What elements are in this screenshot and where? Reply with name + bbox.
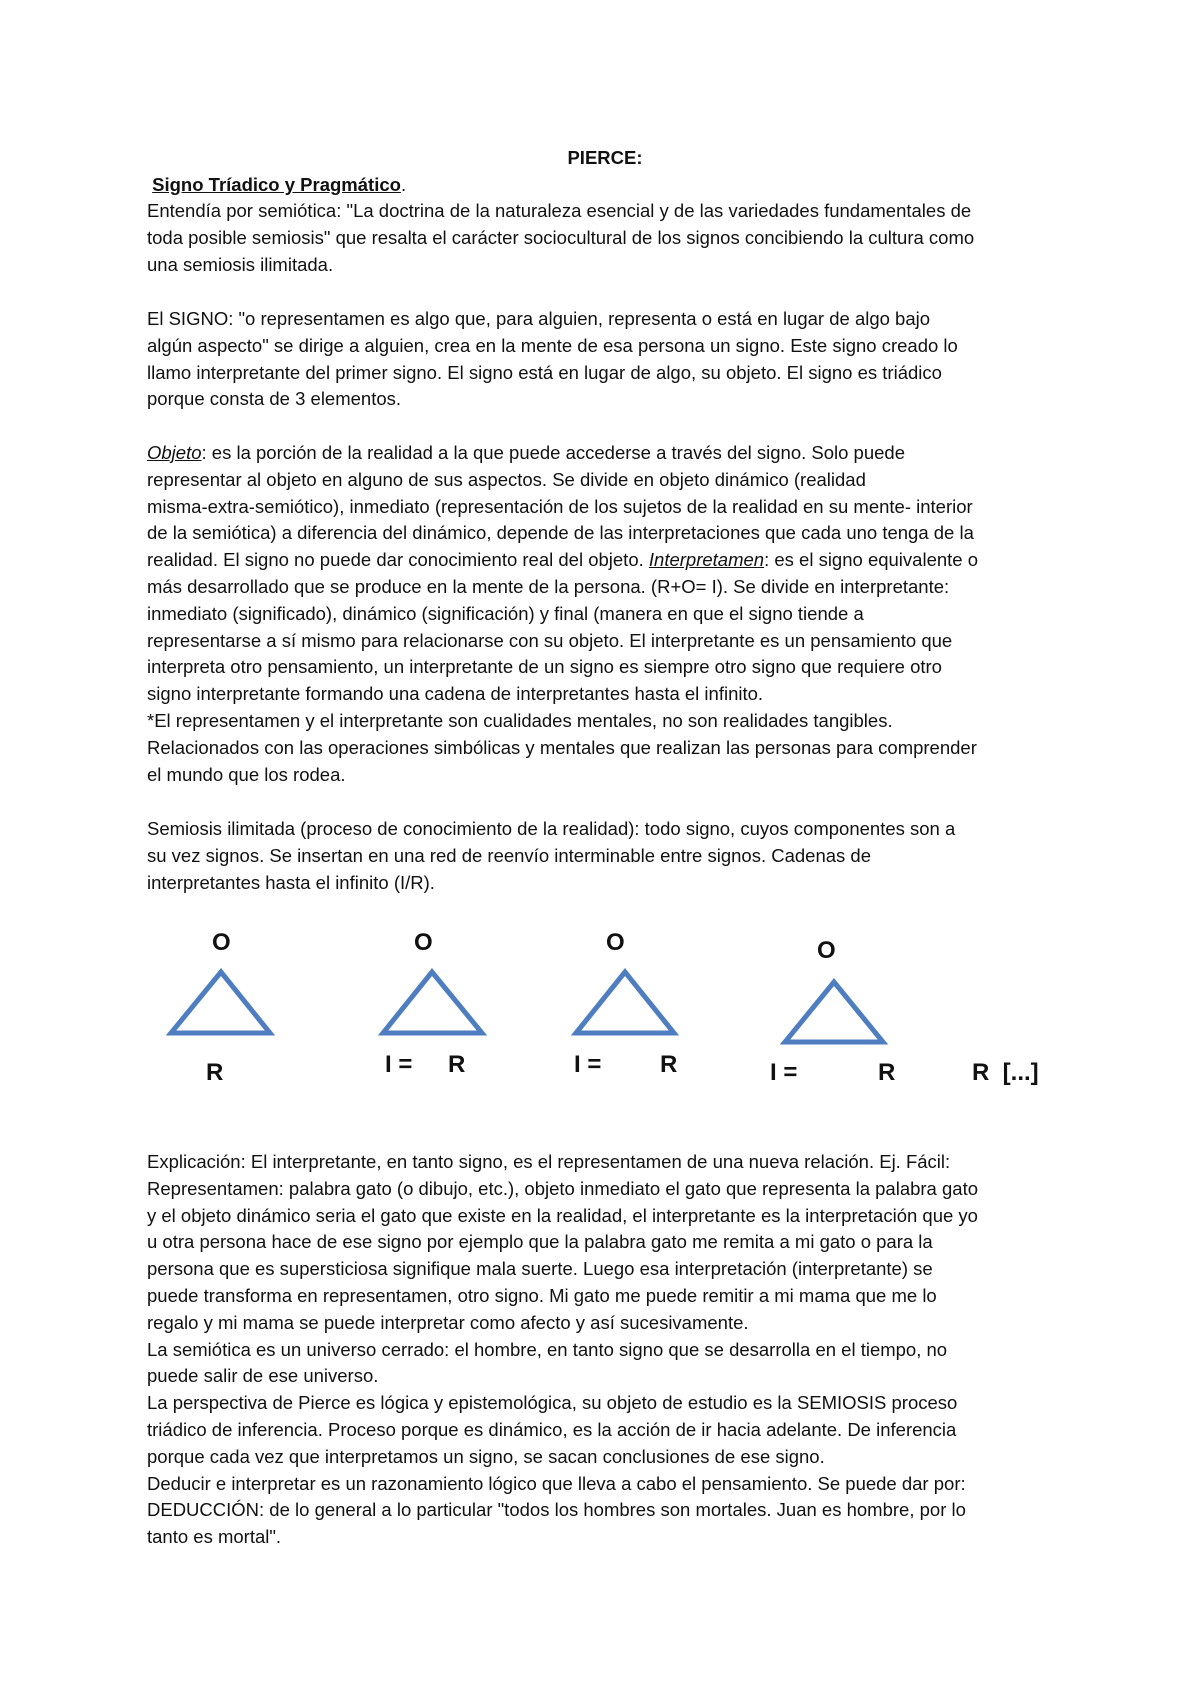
text-line: puede salir de ese universo.: [147, 1365, 379, 1387]
text-fragment: : es el signo equivalente o: [764, 549, 979, 571]
text-fragment: : es la porción de la realidad a la que puede accederse a través del signo. Solo puede: [201, 442, 905, 463]
text-line: llamo interpretante del primer signo. El signo está en lugar de algo, su objeto. El signo es triádico: [147, 361, 942, 383]
term-interpretamen: Interpretamen: [648, 549, 765, 571]
text-line: DEDUCCIÓN: de lo general a lo particular "todos los hombres son mortales. Juan es hombre, por lo: [147, 1499, 966, 1521]
triangle-4-shape: [785, 982, 883, 1042]
paragraph-explicacion: [147, 1149, 1067, 1551]
text-line: Representamen: palabra gato (o dibujo, etc.), objeto inmediato el gato que representa la palabra gato: [147, 1177, 978, 1199]
text-line: regalo y mi mama se puede interpretar como afecto y así sucesivamente.: [147, 1311, 749, 1333]
triangle-1-top-label: O: [212, 929, 231, 956]
triangle-3-left-label: I =: [574, 1051, 602, 1078]
text-line: Deducir e interpretar es un razonamiento lógico que lleva a cabo el pensamiento. Se puede dar por:: [147, 1472, 966, 1494]
triangle-3-shape: [576, 972, 674, 1033]
semiosis-diagram: [0, 920, 1200, 1100]
triangle-3-top-label: O: [606, 929, 625, 956]
text-line: Semiosis ilimitada (proceso de conocimiento de la realidad): todo signo, cuyos componentes son a: [147, 818, 956, 839]
heading-bold-text: Signo Tríadico y Pragmático: [152, 174, 401, 195]
text-line: La semiótica es un universo cerrado: el hombre, en tanto signo que se desarrolla en el tiempo, no: [147, 1338, 948, 1360]
text-line: persona que es supersticiosa signifique mala suerte. Luego esa interpretación (interpretante) se: [147, 1258, 933, 1280]
text-line: puede transforma en representamen, otro signo. Mi gato me puede remitir a mi mama que me lo: [147, 1284, 937, 1306]
text-line: interpreta otro pensamiento, un interpretante de un signo es siempre otro signo que requiere otro: [147, 656, 942, 678]
text-line: su vez signos. Se insertan en una red de reenvío interminable entre signos. Cadenas de: [147, 844, 872, 866]
text-line: interpretantes hasta el infinito (I/R).: [147, 871, 435, 893]
triangle-2: [383, 929, 482, 1078]
text-line: el mundo que los rodea.: [147, 763, 346, 785]
triangle-2-top-label: O: [414, 929, 433, 956]
text-line: inmediato (significado), dinámico (significación) y final (manera en que el signo tiende a: [147, 602, 864, 624]
triangle-4-top-label: O: [817, 937, 836, 964]
text-line: porque consta de 3 elementos.: [147, 388, 402, 410]
text-line: porque cada vez que interpretamos un signo, se sacan conclusiones de ese signo.: [147, 1445, 825, 1467]
trailing-label: R [...]: [972, 1059, 1039, 1086]
triangle-3: [574, 929, 677, 1078]
text-line: representarse a sí mismo para relacionarse con su objeto. El interpretante es un pensamiento que: [147, 629, 953, 651]
paragraph-objeto: [147, 440, 1067, 788]
text-line: u otra persona hace de ese signo por ejemplo que la palabra gato me remita a mi gato o para la: [147, 1231, 933, 1253]
triangle-2-right-label: R: [448, 1051, 466, 1078]
paragraph-signo: [147, 306, 1067, 413]
text-line: *El representamen y el interpretante son cualidades mentales, no son realidades tangibles.: [147, 709, 893, 731]
page-title: PIERCE:: [567, 147, 643, 168]
text-line: más desarrollado que se produce en la mente de la persona. (R+O= I). Se divide en interpretante:: [147, 575, 950, 597]
text-line: El SIGNO: "o representamen es algo que, para alguien, representa o está en lugar de algo bajo: [147, 308, 931, 329]
triangle-1: [171, 929, 270, 1086]
text-line: Relacionados con las operaciones simbólicas y mentales que realizan las personas para comprender: [147, 736, 977, 758]
text-line: toda posible semiosis" que resalta el carácter sociocultural de los signos concibiendo la cultura como: [147, 226, 975, 248]
triangle-2-left-label: I =: [385, 1051, 413, 1078]
paragraph-semiosis: [147, 816, 1067, 896]
text-line: representar al objeto en alguno de sus aspectos. Se divide en objeto dinámico (realidad: [147, 468, 866, 490]
paragraph-semiotica: [147, 198, 1067, 278]
term-objeto: Objeto: [147, 442, 202, 463]
text-line: signo interpretante formando una cadena de interpretantes hasta el infinito.: [147, 683, 764, 705]
triangle-4-left-label: I =: [770, 1059, 798, 1086]
text-line: algún aspecto" se dirige a alguien, crea en la mente de esa persona un signo. Este signo creado lo: [147, 334, 958, 356]
triangle-1-shape: [171, 972, 270, 1033]
heading-tail: .: [400, 174, 407, 195]
text-line: y el objeto dinámico seria el gato que existe en la realidad, el interpretante es la interpretación que yo: [147, 1204, 978, 1226]
triangle-2-shape: [383, 972, 482, 1033]
triangle-4: [770, 937, 895, 1086]
text-line: misma-extra-semiótico), inmediato (representación de los sujetos de la realidad en su mente- interior: [147, 495, 973, 517]
text-line: Entendía por semiótica: "La doctrina de la naturaleza esencial y de las variedades fundamentales de: [147, 200, 972, 221]
section-heading: [147, 172, 1067, 199]
triangle-4-right-label: R: [878, 1059, 896, 1086]
text-fragment: realidad. El signo no puede dar conocimiento real del objeto.: [147, 549, 649, 571]
text-line: de la semiótica) a diferencia del dinámico, depende de las interpretaciones que cada uno tenga de la: [147, 522, 974, 544]
text-line: triádico de inferencia. Proceso porque es dinámico, es la acción de ir hacia adelante. De inferencia: [147, 1418, 957, 1440]
triangle-3-right-label: R: [660, 1051, 678, 1078]
text-line: La perspectiva de Pierce es lógica y epistemológica, su objeto de estudio es la SEMIOSIS proceso: [147, 1392, 958, 1414]
text-line: tanto es mortal".: [147, 1526, 282, 1548]
text-line: Explicación: El interpretante, en tanto signo, es el representamen de una nueva relación. Ej. Fácil:: [147, 1151, 951, 1172]
text-line: una semiosis ilimitada.: [147, 253, 334, 275]
triangle-1-right-label: R: [206, 1059, 224, 1086]
